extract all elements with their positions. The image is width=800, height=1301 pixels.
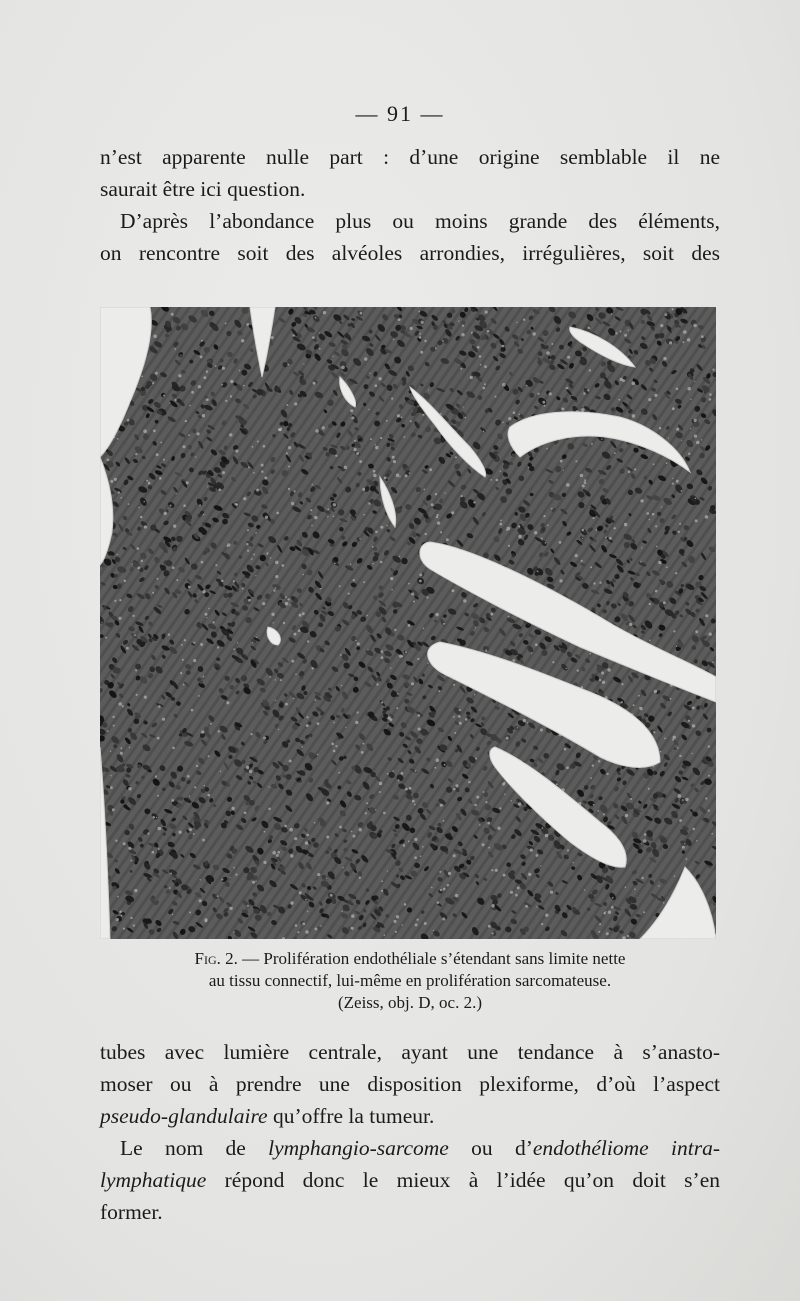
text-line (100, 1164, 720, 1196)
figure-caption (130, 948, 690, 1014)
text-span: Le nom de (120, 1136, 269, 1160)
page-number: — 91 — (355, 101, 445, 126)
text-span: répond donc le mieux à l’idée qu’on doit s’en (206, 1168, 720, 1192)
caption-line-3: (Zeiss, obj. D, oc. 2.) (337, 993, 482, 1012)
italic-term: endothéliome intra- (532, 1136, 720, 1160)
text-line: on rencontre soit des alvéoles arrondies, irrégulières, soit des (100, 241, 720, 265)
italic-term: pseudo-glandulaire (100, 1104, 268, 1128)
text-line (100, 1100, 720, 1132)
text-line: n’est apparente nulle part : d’une origine semblable il ne (100, 145, 720, 169)
text-line: D’après l’abondance plus ou moins grande des éléments, (120, 209, 720, 233)
paragraph (100, 1036, 720, 1132)
paragraph (100, 205, 720, 269)
text-span: ou d’ (448, 1136, 533, 1160)
caption-line-1: — Prolifération endothéliale s’étendant sans limite nette (242, 949, 626, 968)
text-line: saurait être ici question. (100, 177, 306, 201)
histology-image (100, 307, 716, 939)
italic-term: lymphatique (100, 1168, 207, 1192)
histology-figure (100, 307, 716, 939)
paragraph (100, 1132, 720, 1228)
top-text (100, 141, 720, 269)
text-span: qu’offre la tumeur. (267, 1104, 435, 1128)
text-line: former. (100, 1200, 163, 1224)
bottom-text (100, 1036, 720, 1228)
caption-line-2: au tissu connectif, lui-même en prolifération sarcomateuse. (208, 971, 612, 990)
text-line (100, 1132, 720, 1164)
paragraph (100, 141, 720, 205)
text-line: moser ou à prendre une disposition plexiforme, d’où l’aspect (100, 1072, 720, 1096)
italic-term: lymphangio-sarcome (268, 1136, 449, 1160)
text-line: tubes avec lumière centrale, ayant une tendance à s’anasto- (100, 1040, 720, 1064)
figure-label: Fig. 2. (194, 949, 238, 968)
